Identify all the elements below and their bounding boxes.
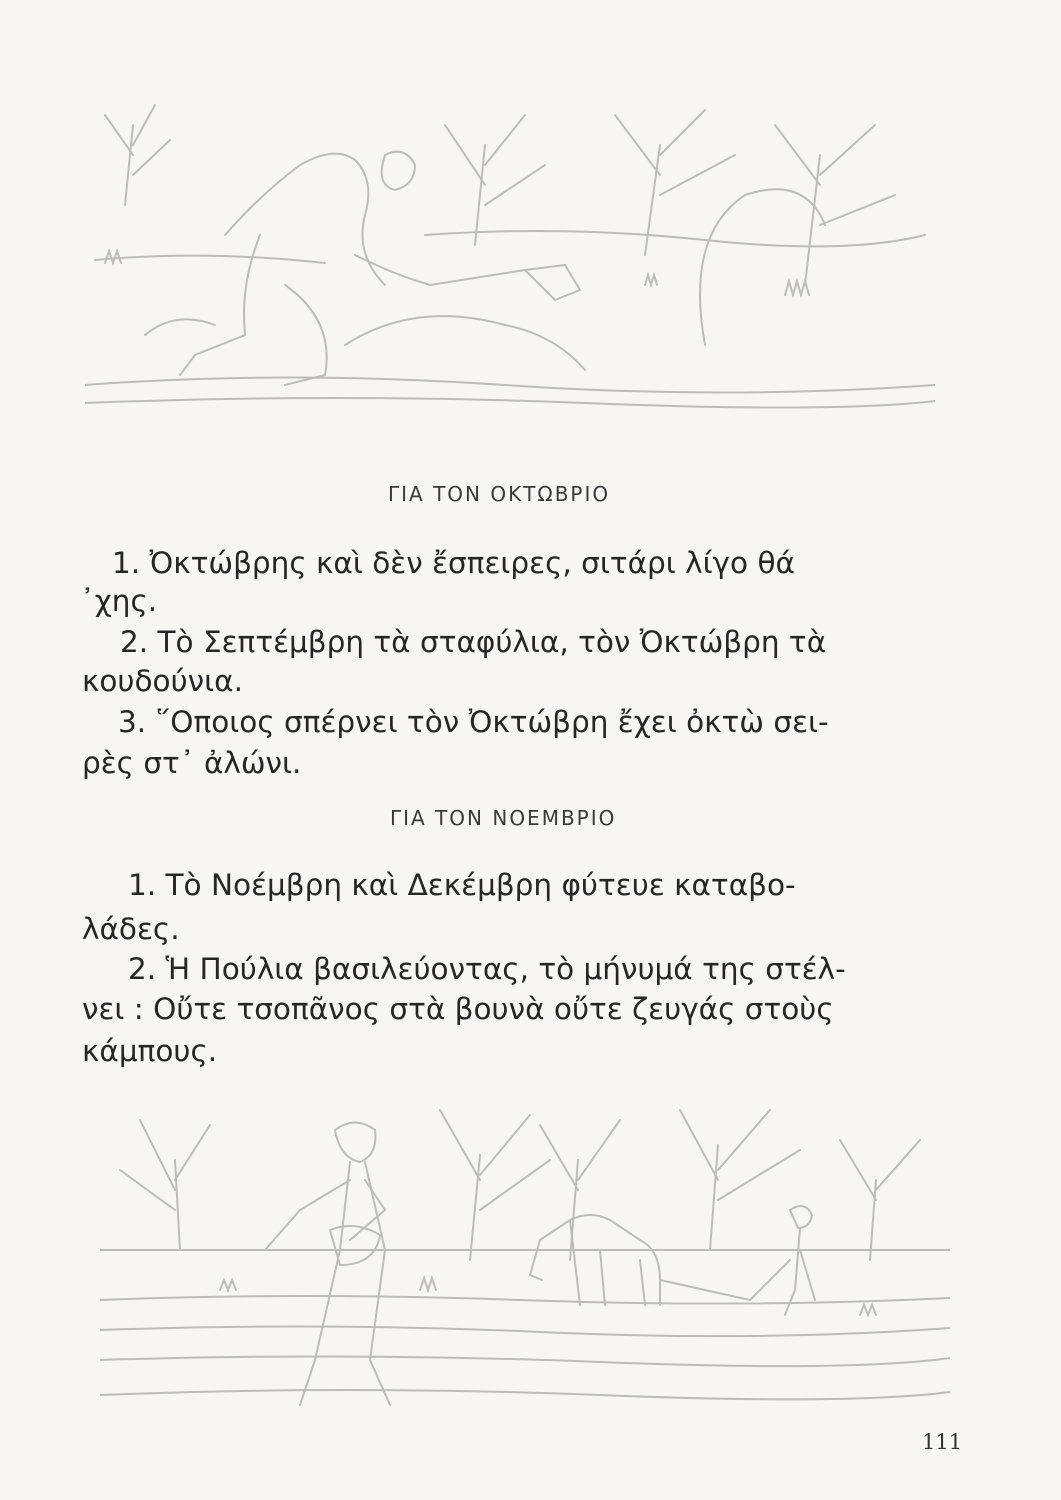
proverb-line: ρὲς στ᾽ ἀλώνι. xyxy=(82,746,302,780)
section-heading-october: ΓΙΑ ΤΟΝ ΟΚΤΩΒΡΙΟ xyxy=(388,482,611,506)
section-heading-november: ΓΙΑ ΤΟΝ ΝΟΕΜΒΡΙΟ xyxy=(390,806,617,830)
illustration-digging-farmer xyxy=(85,85,935,415)
illustration-sower-and-plough xyxy=(100,1100,950,1420)
proverb-line: ᾽χης. xyxy=(80,584,158,618)
proverb-line: κουδούνια. xyxy=(82,664,243,698)
proverb-line: κάμπους. xyxy=(82,1034,218,1068)
proverb-line: 1. Τὸ Νοέμβρη καὶ Δεκέμβρη φύτευε καταβο- xyxy=(128,868,796,902)
proverb-line: 3. ῞Οποιος σπέρνει τὸν Ὀκτώβρη ἔχει ὀκτὼ σει- xyxy=(118,705,829,739)
proverb-line: 2. Ἡ Πούλια βασιλεύοντας, τὸ μήνυμά της στέλ- xyxy=(128,952,846,986)
proverb-line: 2. Τὸ Σεπτέμβρη τὰ σταφύλια, τὸν Ὀκτώβρη τὰ xyxy=(120,625,827,659)
proverb-line: 1. Ὀκτώβρης καὶ δὲν ἔσπειρες, σιτάρι λίγο θά xyxy=(112,546,795,580)
page-number: 111 xyxy=(922,1430,963,1454)
proverb-line: λάδες. xyxy=(82,912,180,946)
proverb-line: νει : Οὔτε τσοπᾶνος στὰ βουνὰ οὔτε ζευγάς στοὺς xyxy=(82,992,834,1026)
